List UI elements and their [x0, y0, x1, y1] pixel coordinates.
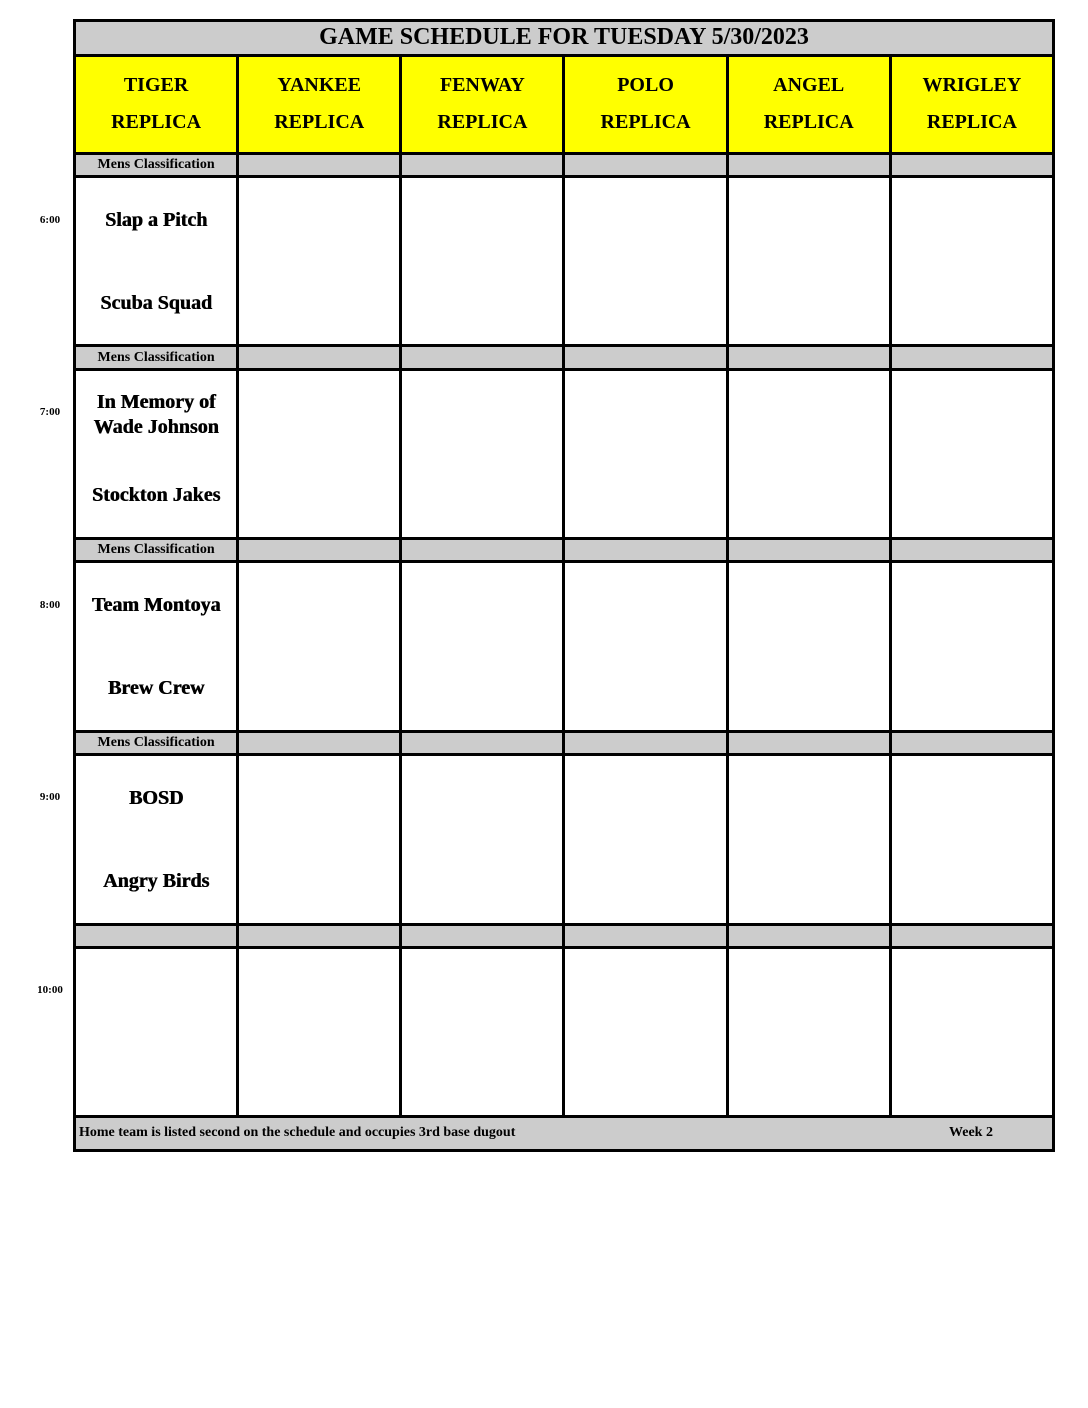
classification-row: [75, 924, 1054, 947]
empty-game-cell: [727, 562, 890, 731]
field-sub: REPLICA: [111, 111, 202, 134]
field-name: FENWAY: [439, 74, 525, 97]
away-team: Slap a Pitch: [104, 208, 208, 231]
empty-game-cell: [238, 947, 401, 1116]
classification-cell: [890, 731, 1053, 754]
classification-cell: [890, 153, 1053, 176]
empty-game-cell: [727, 369, 890, 538]
classification-cell: [564, 539, 727, 562]
empty-game-cell: [564, 177, 727, 346]
field-sub: REPLICA: [926, 111, 1017, 134]
classification-cell: [727, 346, 890, 369]
classification-cell: [401, 153, 564, 176]
classification-cell: [238, 539, 401, 562]
classification-cell: [238, 153, 401, 176]
empty-game-cell: [890, 177, 1053, 346]
field-header-wrigley: [890, 55, 1053, 153]
field-sub: REPLICA: [437, 111, 528, 134]
time-label-8: 8:00: [39, 599, 61, 611]
classification-cell: [564, 731, 727, 754]
empty-game-cell: [727, 177, 890, 346]
matchup-cell: [75, 947, 238, 1116]
home-team: Scuba Squad: [100, 291, 212, 314]
empty-game-cell: [727, 947, 890, 1116]
field-sub: REPLICA: [763, 111, 854, 134]
empty-game-cell: [564, 755, 727, 924]
empty-game-cell: [401, 755, 564, 924]
home-team: Angry Birds: [103, 869, 210, 892]
classification-row: [75, 731, 1054, 754]
field-name: WRIGLEY: [922, 74, 1022, 97]
home-team-note: Home team is listed second on the schedule and occupies 3rd base dugout: [79, 1125, 516, 1141]
empty-game-cell: [401, 562, 564, 731]
classification-row: [75, 539, 1054, 562]
time-label-7: 7:00: [39, 406, 61, 418]
classification-label: Mens Classification: [75, 731, 238, 754]
game-row: [75, 177, 1054, 346]
away-team: BOSD: [128, 786, 184, 809]
field-header-tiger: [75, 55, 238, 153]
empty-game-cell: [238, 177, 401, 346]
classification-cell: [401, 539, 564, 562]
field-header-fenway: [401, 55, 564, 153]
classification-cell: [564, 924, 727, 947]
classification-row: [75, 346, 1054, 369]
classification-cell: [401, 924, 564, 947]
field-header-angel: [727, 55, 890, 153]
field-header-yankee: [238, 55, 401, 153]
game-row: [75, 947, 1054, 1116]
matchup-cell: [75, 177, 238, 346]
classification-cell: [890, 924, 1053, 947]
empty-game-cell: [401, 177, 564, 346]
empty-game-cell: [401, 369, 564, 538]
empty-game-cell: [401, 947, 564, 1116]
classification-cell: [727, 731, 890, 754]
empty-game-cell: [564, 947, 727, 1116]
schedule-table: [73, 19, 1055, 1152]
empty-game-cell: [890, 369, 1053, 538]
empty-game-cell: [238, 369, 401, 538]
classification-label: Mens Classification: [75, 346, 238, 369]
empty-game-cell: [564, 369, 727, 538]
game-row: [75, 369, 1054, 538]
empty-game-cell: [727, 755, 890, 924]
classification-cell: [238, 731, 401, 754]
classification-cell: [401, 731, 564, 754]
field-name: POLO: [617, 74, 674, 97]
classification-cell: [238, 346, 401, 369]
classification-cell: [564, 346, 727, 369]
game-row: [75, 562, 1054, 731]
schedule-title: GAME SCHEDULE FOR TUESDAY 5/30/2023: [75, 21, 1054, 56]
field-header-polo: [564, 55, 727, 153]
matchup-cell: [75, 562, 238, 731]
classification-label: [75, 924, 238, 947]
home-team: Stockton Jakes: [91, 484, 221, 507]
empty-game-cell: [564, 562, 727, 731]
time-label-10: 10:00: [37, 984, 63, 996]
time-label-9: 9:00: [39, 791, 61, 803]
empty-game-cell: [890, 947, 1053, 1116]
empty-game-cell: [238, 562, 401, 731]
classification-cell: [727, 539, 890, 562]
classification-cell: [238, 924, 401, 947]
field-sub: REPLICA: [600, 111, 691, 134]
field-header-row: [75, 55, 1054, 153]
classification-cell: [564, 153, 727, 176]
week-label: Week 2: [949, 1125, 993, 1141]
matchup-cell: [75, 755, 238, 924]
field-sub: REPLICA: [274, 111, 365, 134]
empty-game-cell: [238, 755, 401, 924]
classification-cell: [727, 924, 890, 947]
time-label-6: 6:00: [39, 214, 61, 226]
schedule-footer: [75, 1117, 1054, 1151]
matchup-cell: [75, 369, 238, 538]
home-team: Brew Crew: [107, 677, 205, 700]
away-team: Team Montoya: [91, 594, 221, 617]
field-name: ANGEL: [773, 74, 845, 97]
classification-cell: [890, 539, 1053, 562]
classification-row: [75, 153, 1054, 176]
empty-game-cell: [890, 562, 1053, 731]
classification-cell: [890, 346, 1053, 369]
classification-cell: [727, 153, 890, 176]
empty-game-cell: [890, 755, 1053, 924]
away-team: In Memory of Wade Johnson: [93, 391, 219, 439]
game-row: [75, 755, 1054, 924]
field-name: YANKEE: [277, 74, 362, 97]
field-name: TIGER: [123, 74, 189, 97]
classification-label: Mens Classification: [75, 153, 238, 176]
classification-label: Mens Classification: [75, 539, 238, 562]
classification-cell: [401, 346, 564, 369]
